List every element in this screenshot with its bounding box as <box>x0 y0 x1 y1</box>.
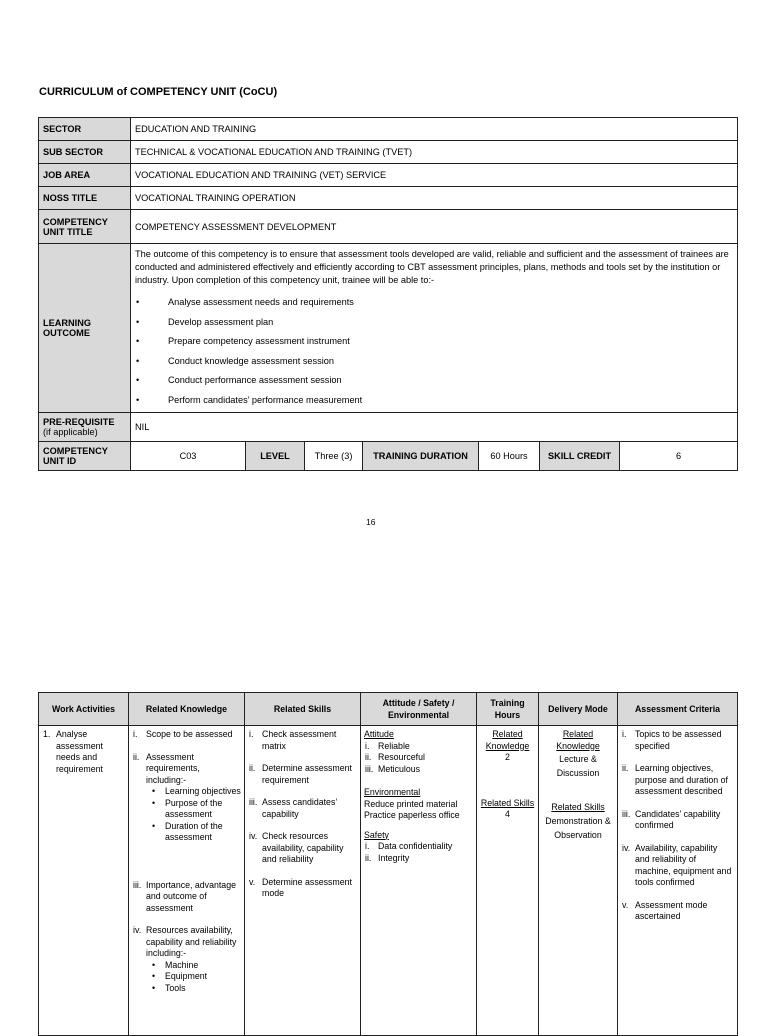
list-item: iii. Assess candidates’ capability <box>249 797 337 819</box>
document-title: CURRICULUM of COMPETENCY UNIT (CoCU) <box>39 86 278 98</box>
related-skills-cell <box>245 726 361 1036</box>
sector-label: SECTOR <box>39 118 131 141</box>
skill-credit-label: SKILL CREDIT <box>540 442 620 471</box>
header-training-hours: Training Hours <box>477 693 539 726</box>
work-activities-table <box>38 692 738 1036</box>
list-item: iv. Availability, capability and reliability of machine, equipment and tools confirmed <box>622 842 732 887</box>
list-item: • Equipment <box>152 971 208 981</box>
level-value: Three (3) <box>305 442 363 471</box>
list-item: iii. Importance, advantage and outcome of assessment <box>133 879 236 913</box>
attitude-heading: Attitude <box>364 729 394 739</box>
learning-outcome-list <box>135 293 733 410</box>
list-item: • Machine <box>152 959 199 970</box>
related-knowledge-cell <box>129 726 245 1036</box>
job-area-value: VOCATIONAL EDUCATION AND TRAINING (VET) SERVICE <box>131 164 738 187</box>
learning-outcome-row <box>39 244 738 413</box>
sector-row <box>39 118 738 141</box>
environmental-item: Reduce printed material <box>364 798 458 809</box>
list-item: iii. Candidates’ capability confirmed <box>622 808 721 830</box>
prerequisite-sublabel: (if applicable) <box>43 427 98 437</box>
list-item: i. Topics to be assessed specified <box>622 729 722 751</box>
list-item: • Duration of the assessment <box>152 820 223 842</box>
list-item: iv. Resources availability, capability and reliability including:- • Machine • Equipment • Tools <box>132 925 241 994</box>
list-item: ii. Determine assessment requirement <box>249 763 352 785</box>
delivery-skills-heading: Related Skills <box>551 802 605 812</box>
learning-outcome-text: The outcome of this competency is to ensure that assessment tools developed are valid, reliable and sufficient and the assessment of trainees are conducted and administered effectively and efficiently according to CBT assessment principles, plans, methods and tools set by the institution or industry. Upon completion of this competency unit, trainee will be able to:- <box>135 249 729 285</box>
list-item: • Develop assessment plan <box>136 316 274 327</box>
header-attitude-safety-environmental: Attitude / Safety / Environmental <box>361 693 477 726</box>
list-item: v. Determine assessment mode <box>249 876 352 898</box>
list-item: ii. Resourceful <box>365 752 425 762</box>
list-item: • Conduct performance assessment session <box>136 375 342 385</box>
cu-id-value: C03 <box>131 442 246 471</box>
page-number: 16 <box>366 517 376 527</box>
list-item: 1. Analyse assessment needs and requirement <box>43 729 103 774</box>
delivery-mode-cell <box>539 726 618 1036</box>
learning-outcome-cell <box>131 244 738 413</box>
level-label: LEVEL <box>246 442 305 471</box>
list-item: ii. Integrity <box>365 852 410 863</box>
cu-title-value: COMPETENCY ASSESSMENT DEVELOPMENT <box>131 210 738 244</box>
delivery-skills-mode: Demonstration & Observation <box>545 815 611 840</box>
attitude-safety-environmental-cell <box>361 726 477 1036</box>
cu-id-row <box>39 442 738 471</box>
list-item: i. Scope to be assessed <box>133 729 233 739</box>
prerequisite-value: NIL <box>131 413 738 442</box>
list-item: iv. Check resources availability, capability and reliability <box>249 831 344 864</box>
list-item: i. Check assessment matrix <box>249 729 337 751</box>
training-hours-cell <box>477 726 539 1036</box>
sub-sector-label: SUB SECTOR <box>39 141 131 164</box>
safety-heading: Safety <box>364 829 389 840</box>
list-item: ii. Learning objectives, purpose and duration of assessment described <box>622 763 728 796</box>
header-related-knowledge: Related Knowledge <box>129 693 245 726</box>
sub-sector-value: TECHNICAL & VOCATIONAL EDUCATION AND TRAINING (TVET) <box>131 141 738 164</box>
training-duration-label: TRAINING DURATION <box>363 442 479 471</box>
noss-title-label: NOSS TITLE <box>39 187 131 210</box>
prerequisite-row <box>39 413 738 442</box>
list-item: ii. Assessment requirements, including:- • Learning objectives • Purpose of the assessment • Duration of the assessment <box>133 751 241 842</box>
learning-outcome-label: LEARNING OUTCOME <box>39 244 131 413</box>
hours-knowledge-value: 2 <box>505 752 510 762</box>
list-item: • Purpose of the assessment <box>152 797 223 819</box>
skill-credit-value: 6 <box>620 442 738 471</box>
header-delivery-mode: Delivery Mode <box>539 693 618 726</box>
header-assessment-criteria: Assessment Criteria <box>618 693 738 726</box>
job-area-label: JOB AREA <box>39 164 131 187</box>
hours-knowledge-heading: Related Knowledge <box>485 729 530 751</box>
table-header-row <box>39 693 738 726</box>
cu-title-label: COMPETENCY UNIT TITLE <box>39 210 131 244</box>
hours-skills-heading: Related Skills <box>480 797 535 808</box>
table-row <box>39 726 738 1036</box>
list-item: iii. Meticulous <box>365 763 421 774</box>
environmental-item: Practice paperless office <box>364 810 460 820</box>
delivery-knowledge-heading: Related Knowledge <box>556 729 600 751</box>
assessment-criteria-cell <box>618 726 738 1036</box>
noss-title-value: VOCATIONAL TRAINING OPERATION <box>131 187 738 210</box>
header-related-skills: Related Skills <box>245 693 361 726</box>
work-activity-cell <box>39 726 129 1036</box>
list-item: v. Assessment mode ascertained <box>622 899 708 921</box>
training-duration-value: 60 Hours <box>479 442 540 471</box>
list-item: • Conduct knowledge assessment session <box>136 355 334 366</box>
job-area-row <box>39 164 738 187</box>
hours-skills-value: 4 <box>505 809 510 819</box>
competency-unit-table <box>38 117 738 471</box>
list-item: i. Data confidentiality <box>365 841 453 851</box>
list-item: • Tools <box>152 982 186 993</box>
list-item: • Analyse assessment needs and requirements <box>136 297 354 307</box>
list-item: i. Reliable <box>365 740 410 751</box>
list-item: • Prepare competency assessment instrument <box>136 336 350 346</box>
cu-id-label: COMPETENCY UNIT ID <box>39 442 131 471</box>
sector-value: EDUCATION AND TRAINING <box>131 118 738 141</box>
sub-sector-row <box>39 141 738 164</box>
list-item: • Learning objectives <box>152 786 241 796</box>
list-item: • Perform candidates’ performance measurement <box>136 394 363 405</box>
cu-title-row <box>39 210 738 244</box>
header-work-activities: Work Activities <box>39 693 129 726</box>
delivery-knowledge-mode: Lecture & Discussion <box>556 754 600 778</box>
noss-title-row <box>39 187 738 210</box>
prerequisite-label: PRE-REQUISITE (if applicable) <box>39 413 131 442</box>
environmental-heading: Environmental <box>364 787 421 797</box>
